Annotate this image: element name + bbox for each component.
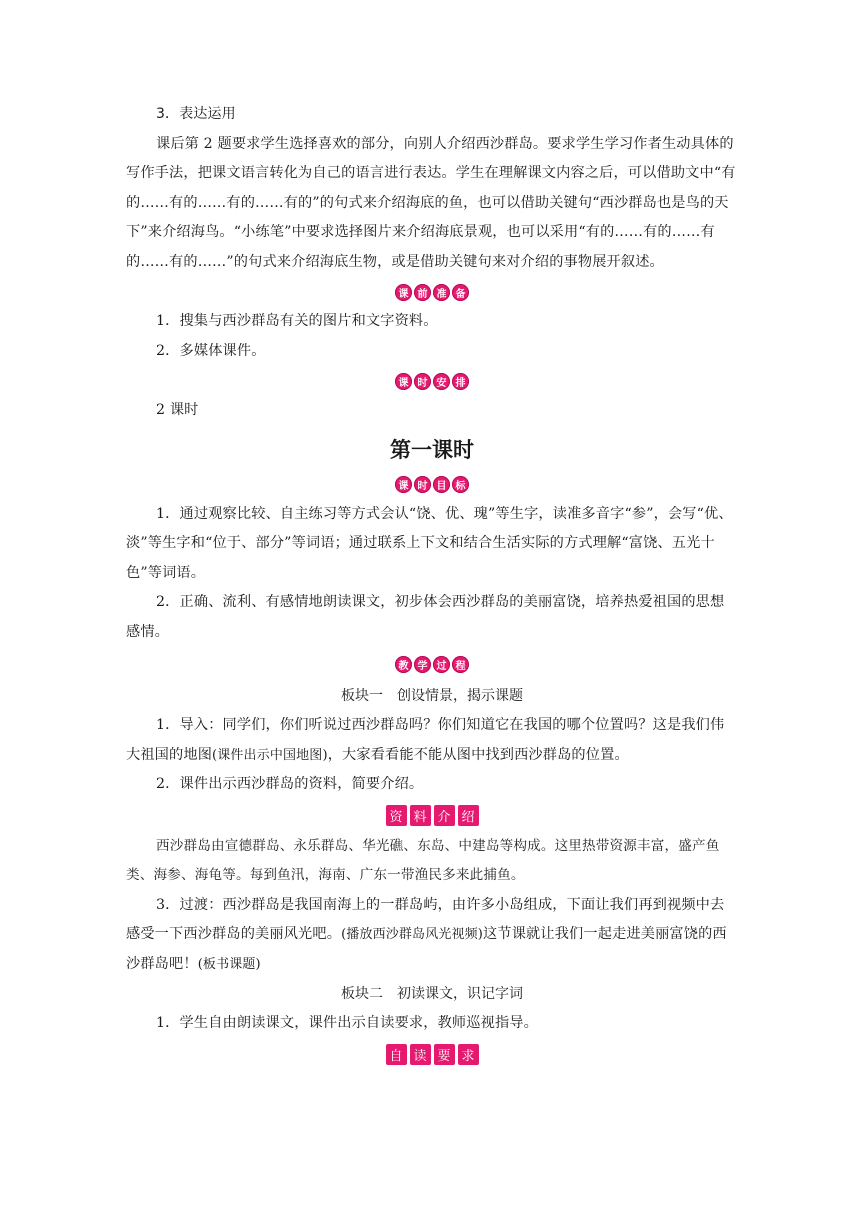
badge-char: 课 (395, 476, 412, 493)
schedule-text: 2 课时 (156, 402, 199, 418)
badge-char: 教 (395, 656, 412, 673)
badge-char: 时 (414, 476, 431, 493)
goal-item: 2．正确、流利、有感情地朗读课文，初步体会西沙群岛的美丽富饶，培养热爱祖国的思想感情。 (126, 594, 725, 640)
badge-char: 备 (452, 284, 469, 301)
step-note: (播放西沙群岛风光视频) (341, 927, 484, 942)
badge-char: 绍 (458, 805, 479, 826)
badge-char: 要 (434, 1044, 455, 1065)
badge-char: 排 (452, 373, 469, 390)
section-heading-expression: 3．表达运用 (156, 106, 236, 122)
badge-char: 介 (434, 805, 455, 826)
badge-teaching-process (126, 647, 738, 681)
badge-char: 前 (414, 284, 431, 301)
badge-char: 自 (386, 1044, 407, 1065)
badge-schedule (126, 366, 738, 396)
info-text: 西沙群岛由宣德群岛、永乐群岛、华光礁、东岛、中建岛等构成。这里热带资源丰富，盛产鱼类、海参、海龟等。每到鱼汛，海南、广东一带渔民多来此捕鱼。 (126, 837, 720, 883)
badge-char: 标 (452, 476, 469, 493)
badge-char: 读 (410, 1044, 431, 1065)
prep-item: 1．搜集与西沙群岛有关的图片和文字资料。 (156, 313, 438, 329)
badge-char: 课 (395, 373, 412, 390)
badge-pre-class-prep (126, 277, 738, 307)
badge-char: 过 (433, 656, 450, 673)
badge-char: 准 (433, 284, 450, 301)
block1-step2: 2．课件出示西沙群岛的资料，简要介绍。 (156, 776, 424, 792)
step-text: ，大家看看能不能从图中找到西沙群岛的位置。 (327, 746, 629, 763)
badge-char: 安 (433, 373, 450, 390)
badge-char: 求 (458, 1044, 479, 1065)
page-content (126, 100, 738, 1071)
step-text: 1．导入：同学们，你们听说过西沙群岛吗？你们知道它在我国的哪个位置吗？这是我们伟大祖国的地图 (126, 717, 725, 763)
badge-char: 程 (452, 656, 469, 673)
prep-item: 2．多媒体课件。 (156, 342, 266, 359)
goal-item: 1．通过观察比较、自主练习等方式会认“饶、优、瑰”等生字，读准多音字“参”，会写“优、淡”等生字和“位于、部分”等词语；通过联系上下文和结合生活实际的方式理解“富饶、五光十色”等词语。 (126, 505, 733, 581)
block1-step3 (126, 891, 738, 980)
block2-step1: 1．学生自由朗读课文，课件出示自读要求，教师巡视指导。 (156, 1015, 538, 1031)
badge-char: 资 (386, 805, 407, 826)
badge-lesson-goals (126, 470, 738, 500)
block2-title: 板块二 初读课文，识记字词 (341, 986, 523, 1002)
badge-char: 时 (414, 373, 431, 390)
step-text: 3．过渡：西沙群岛是我国南海上的一群岛屿，由许多小岛组成，下面让我们再到视频中去感受一下西沙群岛的美丽风光吧。 (126, 896, 725, 942)
badge-self-reading (126, 1039, 738, 1071)
paragraph-expression: 课后第 2 题要求学生选择喜欢的部分，向别人介绍西沙群岛。要求学生学习作者生动具体的写作手法，把课文语言转化为自己的语言进行表达。学生在理解课文内容之后，可以借助文中“有的……有的……有的……有的”的句式来介绍海底的鱼，也可以借助关键句“西沙群岛也是鸟的天下”来介绍海鸟。“小练笔”中要求选择图片来介绍海底景观，也可以采用“有的……有的……有的……有的……”的句式来介绍海底生物，或是借助关键句来对介绍的事物展开叙述。 (126, 135, 736, 270)
step-note: (课件出示中国地图) (212, 747, 328, 763)
badge-char: 目 (433, 476, 450, 493)
lesson-title: 第一课时 (390, 437, 474, 462)
badge-char: 学 (414, 656, 431, 673)
badge-char: 料 (410, 805, 431, 826)
step-text: 这节课就让我们一起走进美丽富饶的西沙群岛吧！ (126, 926, 727, 972)
badge-char: 课 (395, 284, 412, 301)
step-note: (板书课题) (197, 956, 261, 972)
badge-info-intro (126, 800, 738, 832)
block1-step1 (126, 711, 738, 770)
block1-title: 板块一 创设情景，揭示课题 (341, 688, 523, 704)
